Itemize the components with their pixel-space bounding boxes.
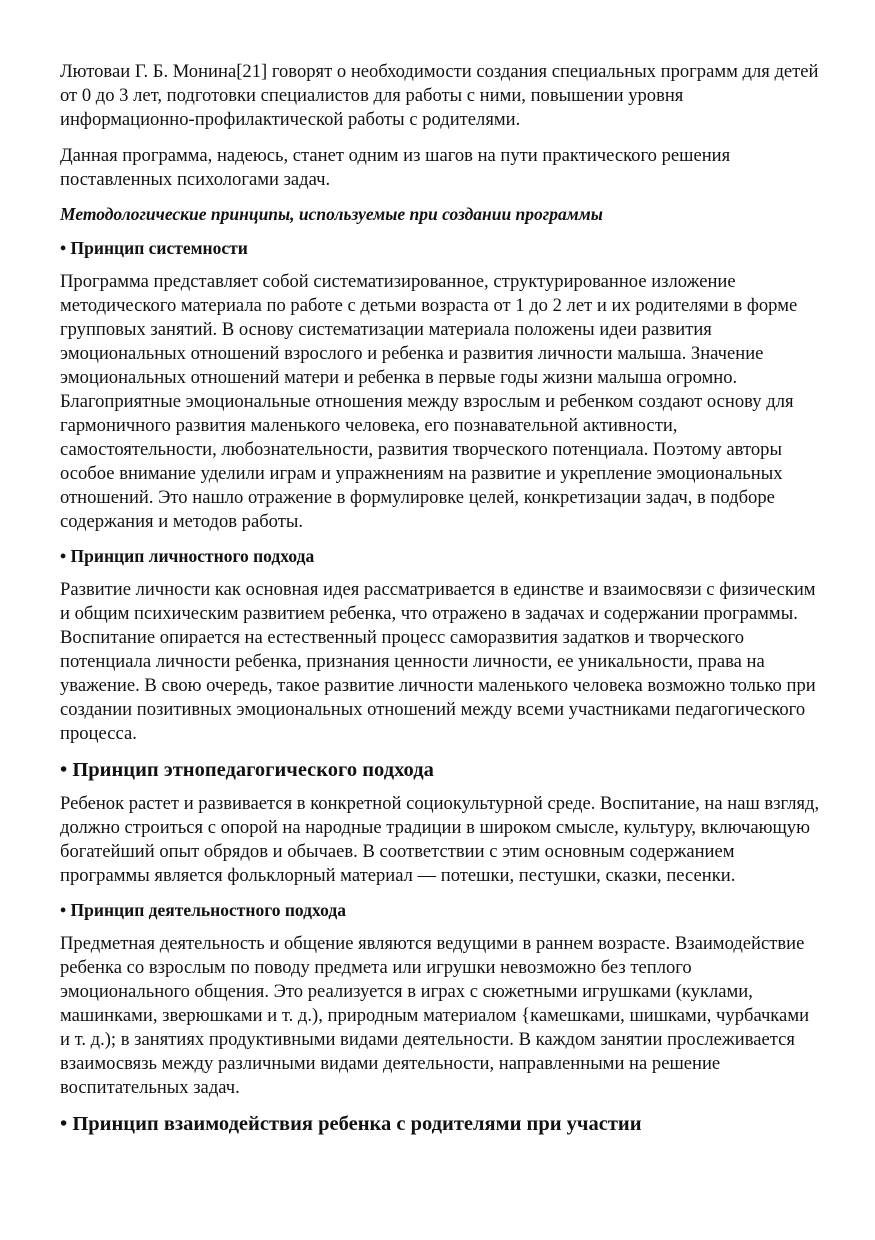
- section-text-personal: Развитие личности как основная идея рассматривается в единстве и взаимосвязи с физическим и общим психическим развитием ребенка, что отражено в задачах и содержании программы. Воспитание опирается на естественный процесс саморазвития задатков и творческого потенциала личности ребенка, признания ценности личности, ее уникальности, права на уважение. В свою очередь, такое развитие личности маленького человека возможно только при создании позитивных эмоциональных отношений между всеми участниками педагогического процесса.: [60, 579, 816, 744]
- intro-paragraph-1: Лютоваи Г. Б. Монина[21] говорят о необходимости создания специальных программ для детей от 0 до 3 лет, подготовки специалистов для работы с ними, повышении уровня информационно-профилактической работы с родителями.: [60, 61, 819, 130]
- section-heading-systemness: • Принцип системности: [60, 236, 820, 260]
- section-heading-personal: • Принцип личностного подхода: [60, 544, 820, 568]
- section-text-activity: Предметная деятельность и общение являются ведущими в раннем возрасте. Взаимодействие ребенка со взрослым по поводу предмета или игрушки невозможно без теплого эмоционального общения. Это реализуется в играх с сюжетными игрушками (куклами, машинками, зверюшками и т. д.), природным материалом {камешками, шишками, чурбачками и т. д.); в занятиях продуктивными видами деятельности. В каждом занятии прослеживается взаимосвязь между различными видами деятельности, направленными на решение воспитательных задач.: [60, 933, 810, 1098]
- document-page: [60, 60, 820, 1146]
- section-text-ethnopedagogical: Ребенок растет и развивается в конкретной социокультурной среде. Воспитание, на наш взгляд, должно строиться с опорой на народные традиции в широком смысле, культуру, включающую богатейший опыт обрядов и обычаев. В соответствии с этим основным содержанием программы является фольклорный материал — потешки, пестушки, сказки, песенки.: [60, 793, 820, 886]
- intro-paragraph-2: Данная программа, надеюсь, станет одним из шагов на пути практического решения поставленных психологами задач.: [60, 145, 731, 190]
- section-text-systemness: Программа представляет собой систематизированное, структурированное изложение методического материала по работе с детьми возраста от 1 до 2 лет и их родителями в форме групповых занятий. В основу систематизации материала положены идеи развития эмоциональных отношений взрослого и ребенка и развития личности малыша. Значение эмоциональных отношений матери и ребенка в первые годы жизни малыша огромно. Благоприятные эмоциональные отношения между взрослым и ребенком создают основу для гармоничного развития маленького человека, его познавательной активности, самостоятельности, любознательности, развития творческого потенциала. Поэтому авторы особое внимание уделили играм и упражнениям на развитие и укрепление эмоциональных отношений. Это нашло отражение в формулировке целей, конкретизации задач, в подборе содержания и методов работы.: [60, 271, 798, 532]
- section-heading-interaction: • Принцип взаимодействия ребенка с родителями при участии: [60, 1110, 820, 1138]
- section-heading-ethnopedagogical: • Принцип этнопедагогического подхода: [60, 756, 820, 784]
- methodology-heading: Методологические принципы, используемые при создании программы: [60, 204, 603, 224]
- section-heading-activity: • Принцип деятельностного подхода: [60, 898, 820, 922]
